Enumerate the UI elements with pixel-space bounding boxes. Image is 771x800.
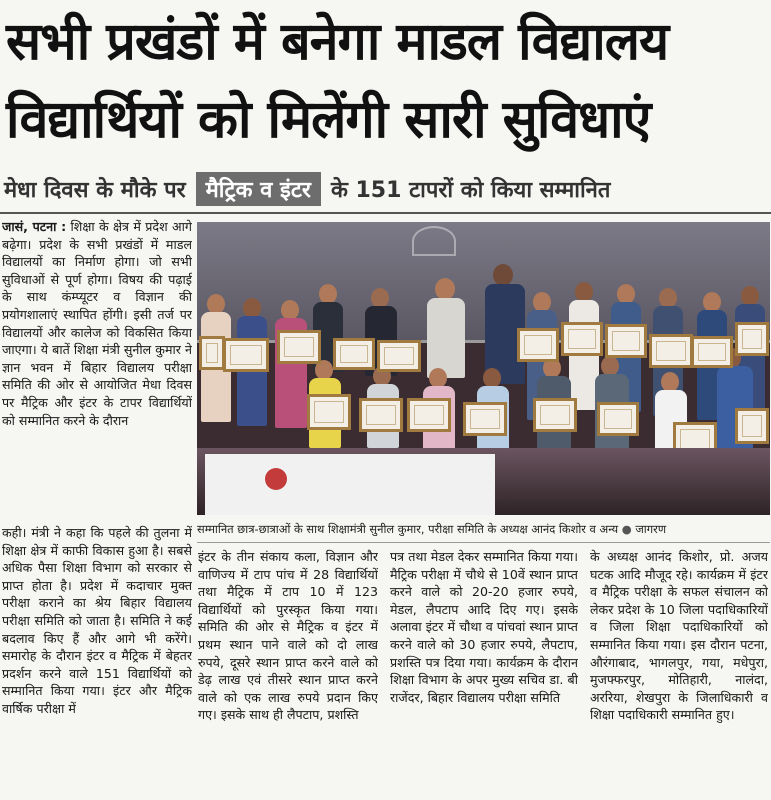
certificate [223,338,269,372]
dateline: जासं, पटना : [2,219,67,234]
photo-credit: जागरण [635,522,667,536]
photo-caption [197,518,770,540]
article-text-col1-top: शिक्षा के क्षेत्र में प्रदेश आगे बढ़ेगा। प्रदेश के सभी प्रखंडों में माडल विद्यालयों का निर्माण होगा। जो सभी सुविधाओं से पूर्ण होगा। विषय की पढ़ाई के साथ कंम्प्यूटर व विज्ञान की प्रयोगशालाएं स्थापित होंगी। इसी तर्ज पर विद्यालयों और कालेज को विकसित किया जाएगा। ये बातें शिक्षा मंत्री सुनील कुमार ने ज्ञान भवन में बिहार विद्यालय परीक्षा समिति की ओर से आयोजित मेधा दिवस पर मैट्रिक और इंटर के टापर विद्यार्थियों को सम्मानित करने के दौरान [2,219,192,428]
certificate [533,398,577,432]
banner-logo-icon [412,226,456,256]
subheadline-after: के 151 टापरों को किया सम्मानित [330,178,611,203]
certificate [307,394,351,430]
photo-caption-text: सम्मानित छात्र-छात्राओं के साथ शिक्षामंत्री सुनील कुमार, परीक्षा समिति के अध्यक्ष आनंद किशोर व अन्य [197,522,619,536]
certificate [407,398,451,432]
certificate [561,322,603,356]
article-text-col1-bottom: कही। मंत्री ने कहा कि पहले की तुलना में शिक्षा क्षेत्र में काफी विकास हुआ है। सबसे अधिक पैसा शिक्षा विभाग को सरकार से प्राप्त होता है। प्रदेश में कदाचार मुक्त परीक्षा कराने का श्रेय बिहार विद्यालय परीक्षा समिति को जाता है। समिति ने कई बदलाव किए हैं और आगे भी करेंगे। समारोह के दौरान इंटर व मैट्रिक में बेहतर प्रदर्शन करने वाले 151 विद्यार्थियों को सम्मानित किया गया। इंटर और मैट्रिक वार्षिक परीक्षा में [2,525,192,716]
article-column-4 [590,548,768,800]
certificate [463,402,507,436]
subheadline [4,168,769,210]
subheadline-highlight: मैट्रिक व इंटर [196,172,321,206]
subheadline-before: मेधा दिवस के मौके पर [4,178,186,203]
certificate [605,324,647,358]
certificate [517,328,559,362]
certificate [597,402,639,436]
certificate [277,330,321,364]
article-column-3 [390,548,578,800]
headline-line-1: सभी प्रखंडों में बनेगा माडल विद्यालय [6,12,669,72]
certificate [359,398,403,432]
headline-line-2: विद्यार्थियों को मिलेंगी सारी सुविधाएं [6,90,651,150]
certificate [649,334,693,368]
certificate [691,336,733,368]
headline-divider [0,212,771,214]
caption-divider [197,542,770,543]
bullet-icon: ● [621,522,636,536]
article-text-col4: के अध्यक्ष आनंद किशोर, प्रो. अजय घटक आदि मौजूद रहे। कार्यक्रम में इंटर व मैट्रिक परीक्षा के सफल संचालन को लेकर प्रदेश के 10 जिला पदाधिकारियों व जिला शिक्षा पदाधिकारियों को सम्मानित किया गया। इस दौरान पटना, औरंगाबाद, भागलपुर, गया, मधेपुरा, मुजफ्फरपुर, मोतिहारी, नालंदा, अररिया, शेखपुरा के जिलाधिकारी व शिक्षा पदाधिकारी सम्मानित हुए। [590,549,768,723]
podium [205,454,495,515]
article-text-col3: पत्र तथा मेडल देकर सम्मानित किया गया। मैट्रिक परीक्षा में चौथे से 10वें स्थान प्राप्त करने वाले को 20-20 हजार रुपये, मेडल, लैपटाप आदि दिए गए। इसके अलावा इंटर में चौथा व पांचवां स्थान प्राप्त करने वाले को 30 हजार रुपये, लैपटाप, प्रशस्ति पत्र दिया गया। कार्यक्रम के दौरान शिक्षा विभाग के अपर मुख्य सचिव डा. बी राजेंदर, बिहार विद्यालय परीक्षा समिति [390,549,578,705]
certificate [333,338,375,370]
podium-emblem-icon [265,468,287,490]
article-column-1-top [2,218,192,523]
certificate [377,340,421,372]
article-column-2 [198,548,378,800]
news-photo [197,222,770,515]
certificate [735,408,769,444]
certificate [735,322,769,356]
article-column-1-bottom [2,524,192,800]
article-text-col2: इंटर के तीन संकाय कला, विज्ञान और वाणिज्य में टाप पांच में 28 विद्यार्थियों तथा मैट्रिक में टाप 10 में 123 विद्यार्थियों को पुरस्कृत किया गया। समिति की ओर से मैट्रिक व इंटर में प्रथम स्थान पाने वाले को दो लाख रुपये, दूसरे स्थान प्राप्त करने वाले को डेढ़ लाख एवं तीसरे स्थान प्राप्त करने वाले को एक लाख रुपये प्रदान किए गए। इसके साथ ही लैपटाप, प्रशस्ति [198,549,378,723]
certificate [199,336,225,370]
